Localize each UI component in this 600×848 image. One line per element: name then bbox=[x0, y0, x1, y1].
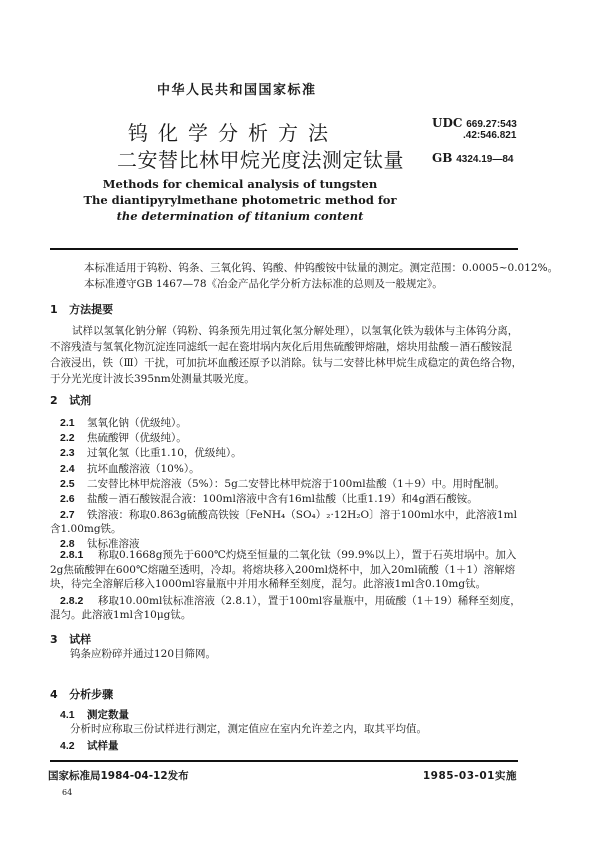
document-title: 钨化学分析方法 bbox=[128, 121, 338, 145]
reagent-item bbox=[60, 447, 242, 459]
section-title: 分析步骤 bbox=[69, 688, 114, 701]
effective-date: 1985-03-01实施 bbox=[422, 770, 517, 782]
section-number: 4 bbox=[50, 688, 58, 701]
section-number: 3 bbox=[50, 633, 58, 646]
reagent-item bbox=[60, 463, 200, 475]
item-continuation: 2g焦硫酸钾在600℃熔融至透明，冷却。将熔块移入200ml烧杯中，加入20ml硫酸（1＋1）溶解熔 bbox=[50, 564, 516, 576]
item-number: 2.3 bbox=[60, 447, 75, 459]
item-number: 2.8.2 bbox=[60, 595, 84, 607]
english-title-line: Methods for chemical analysis of tungsten bbox=[102, 177, 378, 191]
udc-line2: .42:546.821 bbox=[463, 130, 517, 141]
item-continuation: 块，待完全溶解后移入1000ml容量瓶中并用水稀释至刻度，混匀。此溶液1ml含0.10mg钛。 bbox=[50, 578, 487, 590]
footer-divider bbox=[50, 760, 518, 762]
reagent-item bbox=[60, 509, 517, 521]
item-text: 盐酸－酒石酸铵混合液：100ml溶液中含有16ml盐酸（比重1.19）和4g酒石酸铵。 bbox=[87, 493, 478, 505]
reagent-item bbox=[60, 417, 187, 429]
item-number: 2.1 bbox=[60, 417, 75, 429]
issue-date: 国家标准局1984-04-12发布 bbox=[48, 770, 189, 782]
page-number: 64 bbox=[62, 788, 73, 797]
item-title: 试样量 bbox=[87, 740, 119, 752]
udc-line1: 669.27:543 bbox=[466, 119, 517, 130]
section-2-heading bbox=[50, 392, 91, 408]
item-number: 2.7 bbox=[60, 509, 75, 521]
gb-number: 4324.19—84 bbox=[456, 154, 514, 165]
item-number: 4.1 bbox=[60, 709, 75, 721]
section-4-heading bbox=[50, 686, 113, 702]
item-number: 2.8.1 bbox=[60, 549, 84, 561]
udc-label: UDC bbox=[432, 116, 463, 130]
subsection-4-2 bbox=[60, 738, 119, 753]
item-text: 氢氧化钠（优级纯）。 bbox=[87, 417, 187, 429]
item-text: 过氧化氢（比重1.10，优级纯）。 bbox=[87, 447, 242, 459]
national-standard-label: 中华人民共和国国家标准 bbox=[157, 83, 317, 98]
section-number: 2 bbox=[50, 394, 58, 407]
english-title bbox=[40, 176, 440, 224]
item-continuation: 含1.00mg铁。 bbox=[50, 523, 122, 535]
section-number: 1 bbox=[50, 303, 58, 316]
intro-line: 本标准遵守GB 1467—78《冶金产品化学分析方法标准的总则及一般规定》。 bbox=[84, 278, 443, 290]
item-number: 2.4 bbox=[60, 463, 75, 475]
english-title-line: The diantipyrylmethane photometric method for bbox=[83, 193, 397, 207]
item-number: 2.6 bbox=[60, 493, 75, 505]
reagent-item bbox=[60, 493, 478, 505]
subitem-2-8-2 bbox=[60, 595, 521, 607]
subsection-4-1 bbox=[60, 707, 129, 722]
reagent-item bbox=[60, 478, 505, 490]
item-number: 2.2 bbox=[60, 432, 75, 444]
paragraph-line: 于分光光度计波长395nm处测量其吸光度。 bbox=[50, 373, 255, 385]
gb-label: GB bbox=[432, 151, 453, 165]
paragraph-line: 钨条应粉碎并通过120目筛网。 bbox=[70, 648, 217, 660]
item-text: 钛标准溶液 bbox=[87, 538, 140, 550]
item-text: 焦硫酸钾（优级纯）。 bbox=[87, 432, 187, 444]
intro-line: 本标准适用于钨粉、钨条、三氧化钨、钨酸、仲钨酸铵中钛量的测定。测定范围：0.0005~0.012%。 bbox=[84, 262, 559, 274]
paragraph-line: 合液浸出，铁（Ⅲ）干扰，可加抗坏血酸还原予以消除。钛与二安替比林甲烷生成稳定的黄色络合物， bbox=[50, 357, 523, 369]
paragraph-line: 试样以氢氧化钠分解（钨粉、钨条预先用过氧化氢分解处理），以氢氧化铁为载体与主体钨分离， bbox=[72, 325, 519, 337]
section-title: 试样 bbox=[69, 633, 92, 646]
document-subtitle: 二安替比林甲烷光度法测定钛量 bbox=[117, 148, 404, 172]
reagent-item bbox=[60, 432, 187, 444]
item-text: 抗坏血酸溶液（10%）。 bbox=[87, 463, 200, 475]
item-continuation: 混匀。此溶液1ml含10μg钛。 bbox=[50, 609, 192, 621]
paragraph-line: 不溶残渣与氢氧化物沉淀连同滤纸一起在瓷坩埚内灰化后用焦硫酸钾熔融，熔块用盐酸－酒石酸铵混 bbox=[50, 341, 512, 353]
section-1-heading bbox=[50, 301, 113, 317]
udc-code bbox=[432, 116, 517, 130]
gb-code bbox=[432, 151, 514, 165]
english-title-line: the determination of titanium content bbox=[116, 209, 364, 223]
item-text: 二安替比林甲烷溶液（5%）：5g二安替比林甲烷溶于100ml盐酸（1＋9）中。用时配制。 bbox=[87, 478, 506, 490]
item-number: 4.2 bbox=[60, 740, 75, 752]
subitem-2-8-1 bbox=[60, 549, 516, 561]
section-title: 方法提要 bbox=[69, 303, 114, 316]
item-text: 称取0.1668g预先于600℃灼烧至恒量的二氧化钛（99.9%以上），置于石英坩埚中。加入 bbox=[98, 549, 517, 561]
section-3-heading bbox=[50, 631, 91, 647]
item-number: 2.5 bbox=[60, 478, 75, 490]
item-number: 2.8 bbox=[60, 538, 75, 550]
item-title: 测定数量 bbox=[87, 709, 129, 721]
header-divider bbox=[50, 248, 518, 250]
item-text: 移取10.00ml钛标准溶液（2.8.1），置于100ml容量瓶中，用硫酸（1＋19）稀释至刻度， bbox=[98, 595, 521, 607]
section-title: 试剂 bbox=[69, 394, 92, 407]
item-text: 铁溶液：称取0.863g硫酸高铁铵〔FeNH₄（SO₄）₂·12H₂O〕溶于100ml水中，此溶液1ml bbox=[87, 509, 518, 521]
paragraph-line: 分析时应称取三份试样进行测定，测定值应在室内允许差之内，取其平均值。 bbox=[70, 723, 427, 735]
